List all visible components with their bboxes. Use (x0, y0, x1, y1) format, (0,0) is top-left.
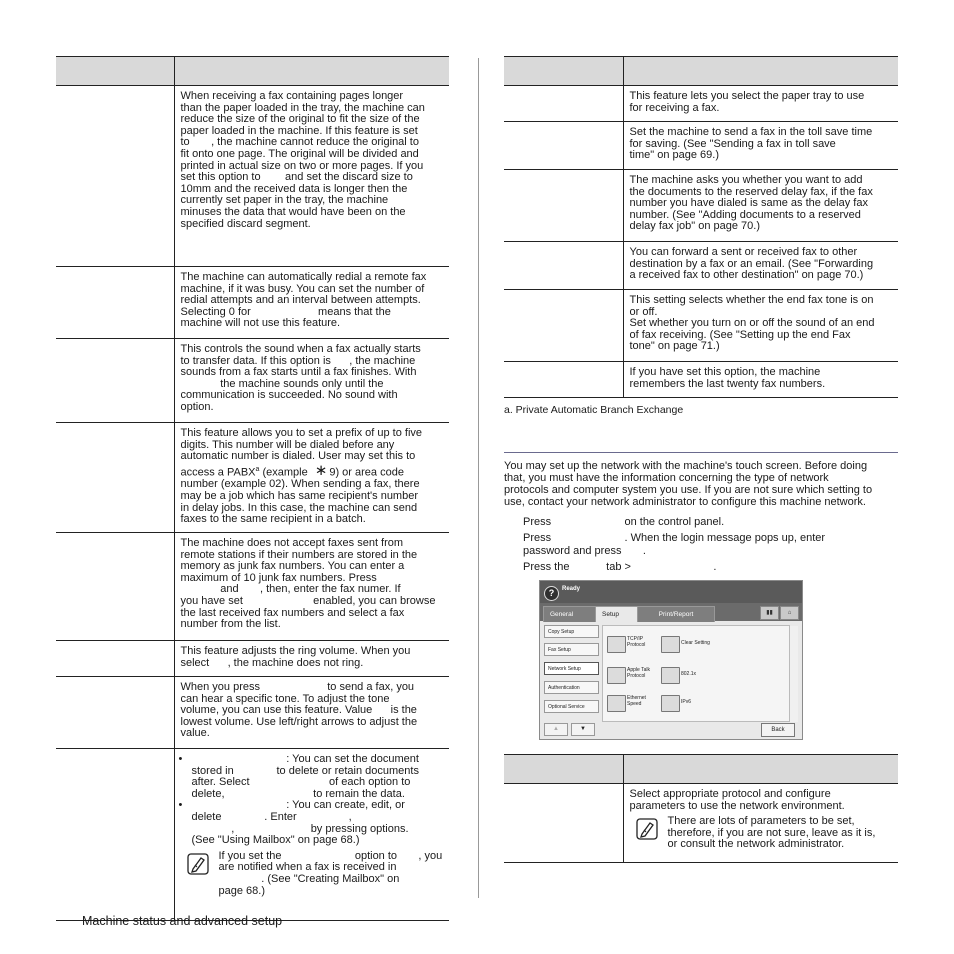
row-text-line: : You can create, edit, or (191, 799, 405, 812)
table-row (504, 242, 898, 290)
left-settings-table (56, 56, 449, 921)
appletalk-button[interactable] (607, 667, 626, 684)
row-text-line: 10mm and the received data is longer then the (180, 182, 408, 195)
menu-network-setup[interactable]: Network Setup (544, 662, 599, 675)
table-row (56, 677, 449, 749)
row-text-line: When you press to send a fax, you (180, 681, 415, 693)
row-text-line: digits. This number will be dialed before any (180, 438, 395, 451)
table-row (504, 170, 898, 242)
note-text-line: If you set the option to , you (218, 849, 443, 862)
row-text-line: machine will not use this feature. (180, 317, 341, 330)
row-text-line: than the paper loaded in the tray, the machine can (180, 101, 425, 114)
status-bar (540, 581, 802, 603)
row-text-line: or off. (629, 305, 658, 318)
row-text-line: machine, if it was busy. You can set the number of (180, 282, 425, 295)
row-text-line: redial attempts and an interval between attempts. (180, 294, 421, 307)
row-text-line: Set whether you turn on or off the sound of an end (629, 317, 875, 330)
table-row (504, 362, 898, 398)
row-text-line: fit onto one page. The original will be divided and (180, 147, 419, 160)
table-row (56, 267, 449, 339)
row-text-line: Select appropriate protocol and configure (629, 788, 831, 800)
intro-line: protocols and computer system you use. If you are not sure which setting to (504, 484, 873, 496)
table-row (504, 86, 898, 122)
ethernet-speed-label: Ethernet Speed (627, 695, 646, 707)
row-text-line: stored in to delete or retain documents (191, 764, 419, 777)
right-settings-table (504, 56, 898, 398)
row-text-line: remembers the last twenty fax numbers. (629, 377, 826, 390)
row-text-line: the documents to the reserved delay fax, if the fax (629, 185, 873, 198)
intro-line: use, contact your network administrator to configure this machine network. (504, 496, 866, 508)
table-header (504, 57, 898, 86)
note-box (185, 851, 444, 897)
note-text-line: . (See "Creating Mailbox" on (218, 872, 400, 885)
note-text-line: page 68.) (218, 884, 265, 897)
row-text-line: paper loaded in the machine. If this feature is set (180, 124, 418, 137)
row-text-line: The machine does not accept faxes sent from (180, 537, 404, 549)
row-text-line: This feature adjusts the ring volume. When you (180, 645, 411, 657)
ethernet-speed-button[interactable] (607, 695, 626, 712)
bullet-item: • : You can set the document stored in to delete or retain documents after. Select of each option to delete, to remain the data. (178, 753, 419, 800)
step-3: Press the tab > . (523, 561, 717, 573)
table-row (56, 423, 449, 533)
menu-fax-setup[interactable]: Fax Setup (544, 643, 599, 656)
clear-setting-button[interactable] (661, 636, 680, 653)
tab-general[interactable]: General (543, 606, 601, 622)
row-text-line: (See "Using Mailbox" on page 68.) (191, 834, 360, 847)
row-text-line: memory as junk fax numbers. You can enter a (180, 560, 405, 573)
row-text-line: option. (180, 400, 214, 413)
table-row (56, 533, 449, 641)
appletalk-label: Apple Talk Protocol (627, 667, 650, 679)
row-text-line: printed in actual size on two or more pages. If you (180, 159, 424, 172)
row-text-line: number. (See "Adding documents to a reserved (629, 208, 861, 221)
tab-bar (540, 603, 802, 621)
row-text-line: , by pressing options. (191, 822, 409, 835)
8021x-button[interactable] (661, 667, 680, 684)
row-text-line: number you have dialed is same as the delay fax (629, 197, 868, 210)
note-pencil-icon (187, 853, 209, 875)
clear-setting-label: Clear Setting (681, 640, 710, 646)
note-text-line: or consult the network administrator. (667, 838, 845, 851)
table-row (56, 749, 449, 921)
table-row (504, 290, 898, 362)
example-text: (example (259, 466, 311, 479)
row-text-line: reduce the size of the original to fit the size of the (180, 113, 420, 126)
row-text-line: set this option to and set the discard size to (180, 171, 413, 184)
bullet-item: • : You can create, edit, or delete . Enter , , by pressing options. (See "Using Mailbox" on page 68.) (178, 799, 409, 847)
ipv6-button[interactable] (661, 695, 680, 712)
row-text-line: faxes to the same recipient in a batch. (180, 513, 366, 526)
row-text-line: This feature allows you to set a prefix of up to five (180, 427, 423, 439)
tray-icon[interactable]: ▮▮ (760, 606, 779, 620)
row-text-line: The machine can automatically redial a remote fax (180, 271, 427, 283)
row-text-line: time" on page 69.) (629, 149, 720, 162)
scroll-down-button[interactable]: ▼ (571, 723, 595, 736)
row-text-line: volume, you can use this feature. Value is the (180, 704, 417, 717)
status-text: Ready (562, 586, 581, 592)
row-text-line: destination by a fax or an email. (See "Forwarding (629, 257, 874, 270)
row-text-line: parameters to use the network environment. (629, 799, 845, 812)
page-footer: Machine status and advanced setup (82, 914, 283, 928)
row-text-line: the last received fax numbers and select a fax (180, 606, 405, 619)
row-text-line: select , the machine does not ring. (180, 656, 364, 669)
row-text-line: number from the list. (180, 618, 281, 631)
note-text-line: therefore, if you are not sure, leave as it is, (667, 826, 876, 839)
row-text-line: maximum of 10 junk fax numbers. Press (180, 571, 377, 584)
table-row (56, 641, 449, 677)
tcpip-button[interactable] (607, 636, 626, 653)
row-text-line: may be a job which has same recipient's number (180, 490, 418, 503)
row-text-line: communication is succeeded. No sound with (180, 389, 398, 402)
menu-optional-service[interactable]: Optional Service (544, 700, 599, 713)
touch-screen-image (539, 580, 803, 740)
network-options-table (504, 754, 898, 863)
menu-copy-setup[interactable]: Copy Setup (544, 625, 599, 638)
note-box (634, 816, 893, 851)
row-text-line: can hear a specific tone. To adjust the tone (180, 692, 390, 705)
scrollbar[interactable] (789, 626, 798, 722)
column-divider (478, 58, 479, 898)
row-text-line: of fax receiving. (See "Setting up the end Fax (629, 328, 851, 341)
footnote-marker: a (255, 465, 260, 473)
section-rule (504, 452, 898, 453)
row-text-line: after. Select of each option to (191, 776, 411, 789)
row-text-line: You can forward a sent or received fax to other (629, 246, 858, 258)
table-row (504, 784, 898, 863)
help-icon[interactable]: ? (544, 586, 559, 601)
row-text-line: If you have set this option, the machine (629, 366, 821, 378)
row-text-line: value. (180, 727, 210, 740)
note-text-line: There are lots of parameters to be set, (667, 815, 855, 828)
row-text-line: the machine sounds only until the (180, 377, 384, 390)
row-text-line: to , the machine cannot reduce the original to (180, 136, 419, 149)
table-header (56, 57, 449, 86)
row-text-line: Selecting 0 for means that the (180, 305, 391, 318)
row-text-line: This setting selects whether the end fax tone is on (629, 294, 874, 306)
table-row (504, 122, 898, 170)
table-header (504, 755, 898, 784)
table-row (56, 339, 449, 423)
row-text-line: delete, to remain the data. (191, 787, 405, 800)
network-intro (504, 460, 900, 508)
row-text-line: The machine asks you whether you want to add (629, 174, 863, 186)
row-text-line: a received fax to other destination" on page 70.) (629, 269, 864, 282)
row-text-line: specified discard segment. (180, 217, 311, 230)
row-text-line: delete . Enter , (191, 810, 352, 823)
row-text-line: When receiving a fax containing pages longer (180, 90, 404, 102)
row-text-line: Set the machine to send a fax in the toll save time (629, 126, 873, 138)
scroll-up-button[interactable]: ▲ (544, 723, 568, 736)
8021x-label: 802.1x (681, 671, 697, 677)
tcpip-label: TCP/IP Protocol (627, 636, 646, 648)
row-text-line: for receiving a fax. (629, 101, 720, 114)
row-text-line: number (example 02). When sending a fax, there (180, 478, 420, 491)
table-row (56, 86, 449, 267)
row-text-line: for saving. (See "Sending a fax in toll save (629, 137, 836, 150)
note-text-line: are notified when a fax is received in (218, 861, 397, 874)
tab-setup[interactable]: Setup (595, 606, 643, 622)
area-code-text: 9) or area code (329, 466, 404, 479)
row-text-line: : You can set the document (191, 753, 419, 765)
row-text-line: in delay jobs. In this case, the machine can send (180, 501, 418, 514)
row-text-line: to transfer data. If this option is , the machine (180, 354, 416, 367)
star-key-icon: ∗ (314, 462, 328, 480)
ipv6-label: IPv6 (681, 699, 692, 705)
row-text-line: minuses the data that would have been on the (180, 205, 406, 218)
pabx-text: access a PABX (180, 466, 256, 479)
row-text-line: This controls the sound when a fax actually starts (180, 343, 421, 355)
step-2: Press . When the login message pops up, enter (523, 532, 826, 544)
step-1: Press on the control panel. (523, 516, 725, 528)
intro-line: You may set up the network with the machine's touch screen. Before doing (504, 460, 868, 472)
row-text-line: delay fax job" on page 70.) (629, 220, 760, 233)
tab-print-report[interactable]: Print/Report (637, 606, 715, 622)
step-2-cont: password and press . (523, 545, 646, 557)
row-text-line: tone" on page 71.) (629, 340, 720, 353)
row-text-line: you have set enabled, you can browse (180, 594, 436, 607)
row-text-line: automatic number is dialed. User may set this to (180, 450, 416, 463)
home-icon[interactable]: ⌂ (780, 606, 799, 620)
intro-line: that, you must have the information concerning the type of network (504, 472, 829, 484)
row-text-line: remote stations if their numbers are stored in the (180, 548, 418, 561)
row-text-line: sounds from a fax starts until a fax finishes. With (180, 366, 417, 379)
back-button[interactable]: Back (761, 723, 795, 737)
row-text-line: currently set paper in the tray, the machine (180, 194, 389, 207)
row-text-line: This feature lets you select the paper tray to use (629, 90, 865, 102)
pabx-line (181, 463, 444, 480)
row-text-line: lowest volume. Use left/right arrows to adjust the (180, 715, 418, 728)
note-pencil-icon (636, 818, 658, 840)
menu-authentication[interactable]: Authentication (544, 681, 599, 694)
row-text-line: and , then, enter the fax numer. If (180, 583, 401, 596)
footnote: a. Private Automatic Branch Exchange (504, 404, 684, 416)
